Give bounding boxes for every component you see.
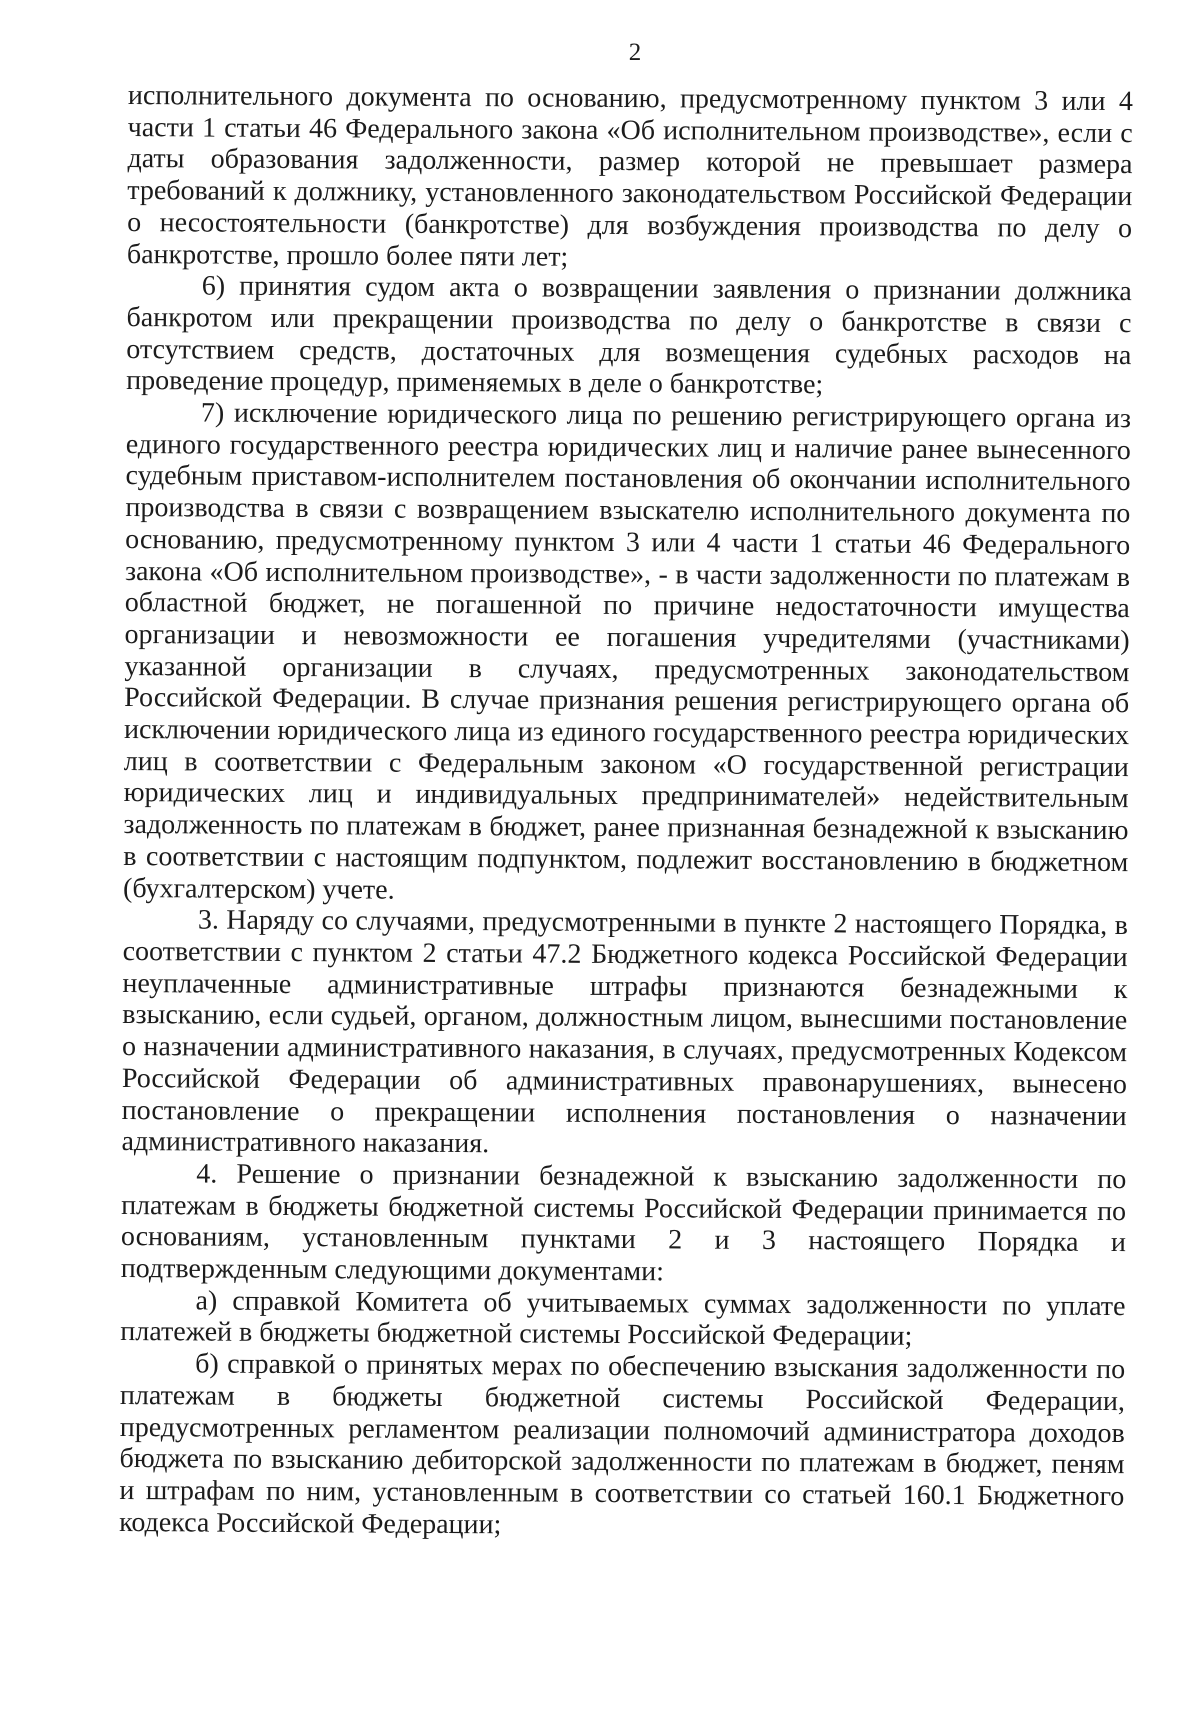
page-number: 2 [628,39,642,66]
paragraph-subitem-a: а) справкой Комитета об учитываемых суммах задолженности по уплате платежей в бюджеты бюджетной системы Российской Федерации; [120,1285,1126,1353]
paragraph-subitem-6: 6) принятия судом акта о возвращении заявления о признании должника банкротом или прекращении производства по делу о банкротстве в связи с отсутствием средств, достаточных для возмещения судебных расходов на проведение процедур, применяемых в деле о банкротстве; [126,270,1132,401]
document-body [119,80,1133,1544]
paragraph-subitem-7: 7) исключение юридического лица по решению регистрирующего органа из единого государственного реестра юридических лиц и наличие ранее вынесенного судебным приставом-исполнителем постановления об окончании исполнительного производства в связи с возвращением взыскателю исполнительного документа по основанию, предусмотренному пунктом 3 или 4 части 1 статьи 46 Федерального закона «Об исполнительном производстве», - в части задолженности по платежам в областной бюджет, не погашенной по причине недостаточности имущества организации и невозможности ее погашения учредителями (участниками) указанной организации в случаях, предусмотренных законодательством Российской Федерации. В случае признания решения регистрирующего органа об исключении юридического лица из единого государственного реестра юридических лиц в соответствии с Федеральным законом «О государственной регистрации юридических лиц и индивидуальных предпринимателей» недействительным задолженность по платежам в бюджет, ранее признанная безнадежной к взысканию в соответствии с настоящим подпунктом, подлежит восстановлению в бюджетном (бухгалтерском) учете. [122,397,1132,906]
paragraph-item-4: 4. Решение о признании безнадежной к взысканию задолженности по платежам в бюджеты бюджетной системы Российской Федерации принимается по основаниям, установленным пунктами 2 и 3 настоящего Порядка и подтвержденным следующими документами: [120,1158,1127,1288]
paragraph-subitem-b: б) справкой о принятых мерах по обеспечению взыскания задолженности по платежам в бюджеты бюджетной системы Российской Федерации, предусмотренных регламентом реализации полномочий администратора доходов бюджета по взысканию дебиторской задолженности по платежам в бюджет, пеням и штрафам по ним, установленным в соответствии со статьей 160.1 Бюджетного кодекса Российской Федерации; [119,1348,1126,1540]
paragraph-continuation: исполнительного документа по основанию, предусмотренному пунктом 3 или 4 части 1 статьи 46 Федерального закона «Об исполнительном производстве», если с даты образования задолженности, размер которой не превышает размера требований к должнику, установленного законодательством Российской Федерации о несостоятельности (банкротстве) для возбуждения производства по делу о банкротстве, прошло более пяти лет; [126,80,1133,273]
paragraph-item-3: 3. Наряду со случаями, предусмотренными в пункте 2 настоящего Порядка, в соответствии с пунктом 2 статьи 47.2 Бюджетного кодекса Российской Федерации неуплаченные административные штрафы признаются безнадежными к взысканию, если судьей, органом, должностным лицом, вынесшими постановление о назначении административного наказания, в случаях, предусмотренных Кодексом Российской Федерации об административных правонарушениях, вынесено постановление о прекращении исполнения постановления о назначении административного наказания. [121,904,1128,1160]
